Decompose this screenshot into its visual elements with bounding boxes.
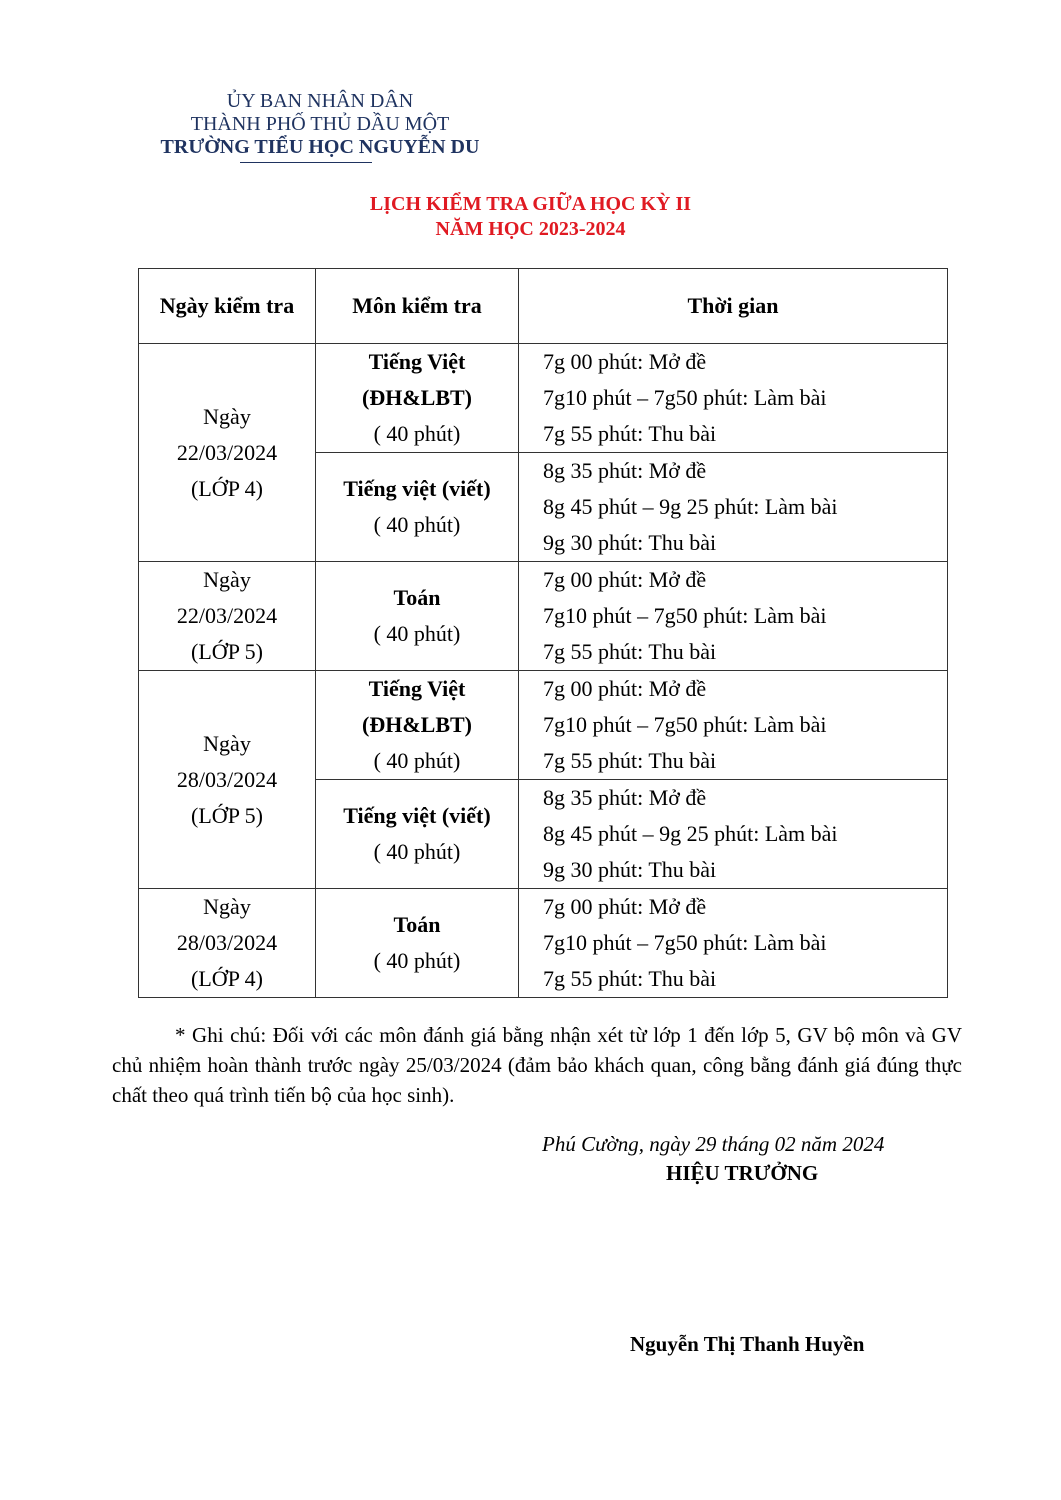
- signer-role: HIỆU TRƯỞNG: [666, 1161, 819, 1185]
- time-cell: 8g 35 phút: Mở đề 8g 45 phút – 9g 25 phút: Làm bài 9g 30 phút: Thu bài: [519, 453, 948, 562]
- date-cell: Ngày 22/03/2024 (LỚP 5): [139, 562, 316, 671]
- note-paragraph: * Ghi chú: Đối với các môn đánh giá bằng nhận xét từ lớp 1 đến lớp 5, GV bộ môn và GV chủ nhiệm hoàn thành trước ngày 25/03/2024 (đảm bảo khách quan, công bằng đánh giá đúng thực chất theo quá trình tiến bộ của học sinh).: [112, 1023, 962, 1107]
- org-line-committee: ỦY BAN NHÂN DÂN: [226, 90, 414, 112]
- table-row: [139, 889, 948, 998]
- header-date: Ngày kiểm tra: [139, 269, 316, 344]
- signer-name: Nguyễn Thị Thanh Huyền: [630, 1332, 865, 1356]
- date-cell: Ngày 28/03/2024 (LỚP 4): [139, 889, 316, 998]
- time-cell: 8g 35 phút: Mở đề 8g 45 phút – 9g 25 phút: Làm bài 9g 30 phút: Thu bài: [519, 780, 948, 889]
- header-divider: [240, 162, 372, 163]
- header-time: Thời gian: [519, 269, 948, 344]
- exam-schedule-table: [138, 268, 948, 998]
- org-line-city: THÀNH PHỐ THỦ DẦU MỘT: [190, 113, 450, 135]
- time-cell: 7g 00 phút: Mở đề 7g10 phút – 7g50 phút: Làm bài 7g 55 phút: Thu bài: [519, 344, 948, 453]
- organization-header: [110, 90, 530, 159]
- table-header-row: [139, 269, 948, 344]
- time-cell: 7g 00 phút: Mở đề 7g10 phút – 7g50 phút: Làm bài 7g 55 phút: Thu bài: [519, 671, 948, 780]
- header-subject: Môn kiểm tra: [316, 269, 519, 344]
- subject-cell: Toán ( 40 phút): [316, 889, 519, 998]
- time-cell: 7g 00 phút: Mở đề 7g10 phút – 7g50 phút: Làm bài 7g 55 phút: Thu bài: [519, 562, 948, 671]
- date-cell: Ngày 28/03/2024 (LỚP 5): [139, 671, 316, 889]
- table-row: [139, 344, 948, 453]
- table-row: [139, 562, 948, 671]
- time-cell: 7g 00 phút: Mở đề 7g10 phút – 7g50 phút: Làm bài 7g 55 phút: Thu bài: [519, 889, 948, 998]
- page-subtitle: NĂM HỌC 2023-2024: [435, 218, 626, 240]
- place-date: Phú Cường, ngày 29 tháng 02 năm 2024: [542, 1132, 885, 1156]
- subject-cell: Toán ( 40 phút): [316, 562, 519, 671]
- subject-cell: Tiếng việt (viết) ( 40 phút): [316, 780, 519, 889]
- subject-cell: Tiếng Việt (ĐH&LBT) ( 40 phút): [316, 344, 519, 453]
- table-row: [139, 671, 948, 780]
- date-cell: Ngày 22/03/2024 (LỚP 4): [139, 344, 316, 562]
- org-line-school: TRƯỜNG TIỂU HỌC NGUYỄN DU: [160, 136, 480, 158]
- page-title: LỊCH KIỂM TRA GIỮA HỌC KỲ II: [369, 193, 692, 215]
- subject-cell: Tiếng Việt (ĐH&LBT) ( 40 phút): [316, 671, 519, 780]
- subject-cell: Tiếng việt (viết) ( 40 phút): [316, 453, 519, 562]
